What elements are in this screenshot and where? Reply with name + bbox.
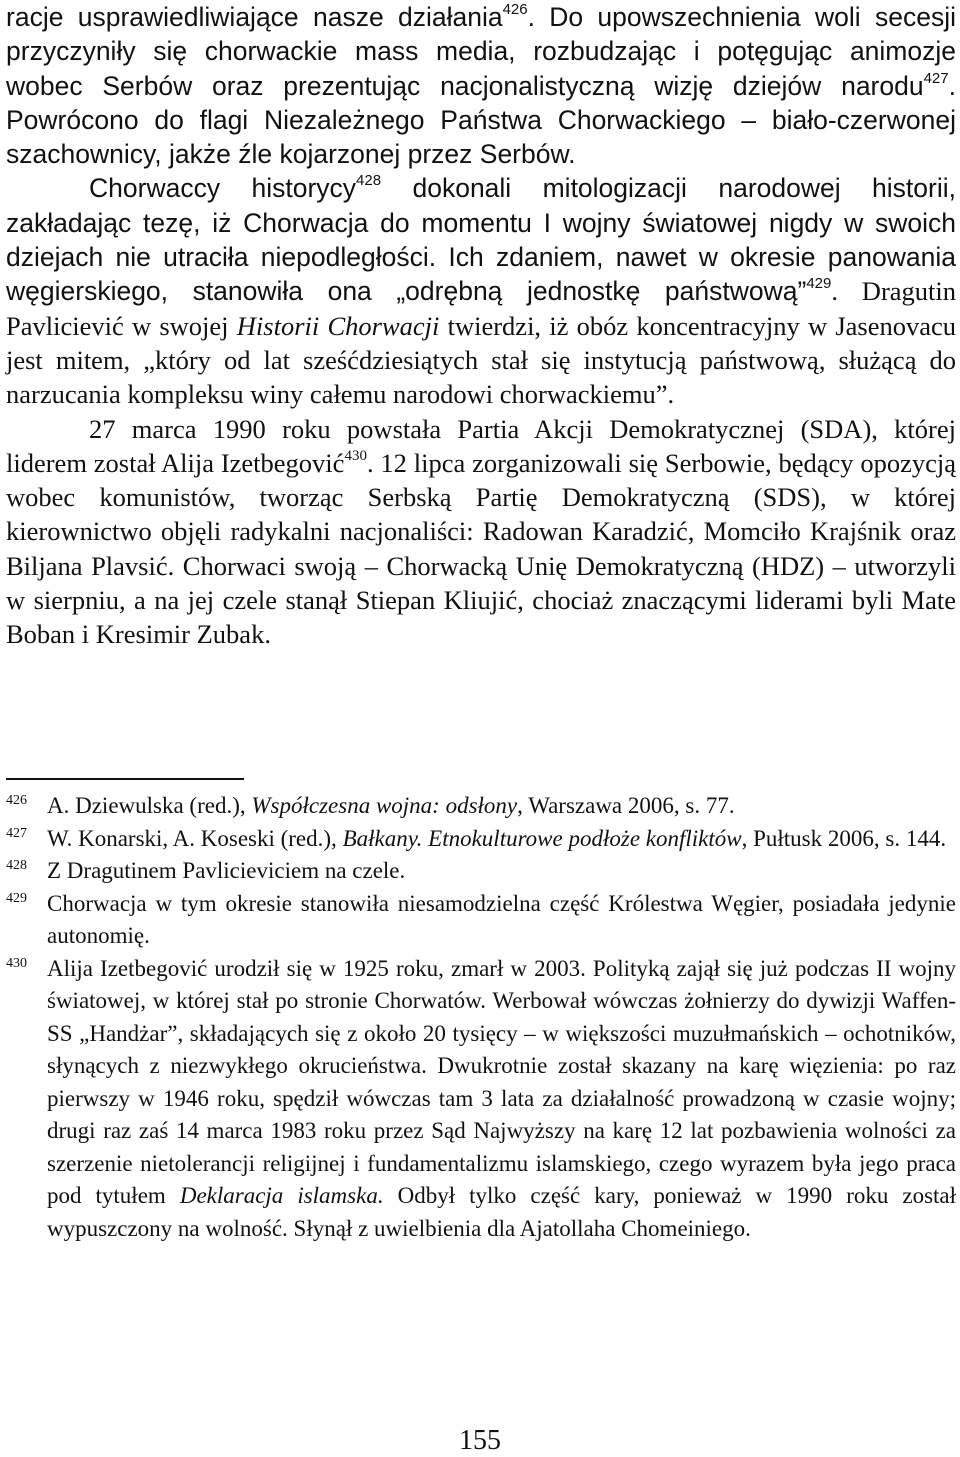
footnote-ref-427: 427 [923, 69, 949, 87]
footnote-number: 428 [6, 858, 27, 873]
page-number: 155 [459, 1425, 501, 1456]
footnote-number: 427 [6, 825, 27, 841]
footnote-number: 429 [6, 890, 27, 906]
footnote-number: 426 [6, 793, 27, 808]
footnote-text: Alija Izetbegović urodził się w 1925 roku, zmarł w 2003. Polityką zajął się już podczas II wojny światowej, w której stał po stronie Chorwatów. Werbował wówczas żołnierzy do dywizji Waffen-SS „Handżar”, składających się z około 20 tysięcy – w większości muzułmańskich – ochotników, słynących z niezwykłego okrucieństwa. Dwukrotnie został skazany na karę więzienia: po raz pierwszy w 1946 roku, spędził wówczas tam 3 lata za działalność prowadzoną w czasie wojny; drugi raz zaś 14 marca 1983 roku przez Sąd Najwyższy na karę 12 lat pozbawienia wolności za szerzenie nietolerancji religijnej i fundamentalizmu islamskiego, czego wyrazem była jego praca pod tytułem Deklaracja islamska. Odbył tylko część kary, ponieważ w 1990 roku został wypuszczony na wolność. Słynął z uwielbienia dla Ajatollaha Chomeiniego. [47, 955, 957, 1241]
footnote-ref-429: 429 [806, 275, 832, 293]
footnote-ref-426: 426 [502, 1, 528, 18]
footnote-430 [6, 953, 956, 1246]
footnote-426 [6, 790, 956, 823]
footnote-text: A. Dziewulska (red.), Współczesna wojna: odsłony, Warszawa 2006, s. 77. [47, 793, 735, 818]
footnote-428 [6, 855, 956, 888]
footnote-ref-430: 430 [344, 447, 367, 464]
footnotes [6, 790, 956, 1245]
book-title: Historii Chorwacji [236, 310, 440, 341]
paragraph-2: 27 marca 1990 roku powstała Partia Akcji Demokratycznej (SDA), której liderem został Alija Izetbegović$^{430}$. 12 lipca zorganizowali się Serbowie, będący opozycją wobec komunistów, tworząc Serbską Partię Demokratyczną (SDS), w której kierownictwo objęli radykalni nacjonaliści: Radowan Karadzić, Momciło Krajśnik oraz Biljana Plavsić. Chorwaci swoją – Chorwacką Unię Demokratyczną (HDZ) – utworzyli w sierpniu, a na jej czele stanął Stiepan Kliujić, chociaż znaczącymi liderami byli Mate Boban i Kresimir Zubak. [6, 413, 956, 650]
footnote-separator [6, 778, 244, 780]
footnote-text: W. Konarski, A. Koseski (red.), Bałkany. Etnokulturowe podłoże konfliktów, Pułtusk 2006, s. 144. [47, 825, 947, 851]
main-text [6, 0, 956, 652]
footnote-text: Chorwacja w tym okresie stanowiła niesamodzielna część Królestwa Węgier, posiadała jedynie autonomię. [47, 890, 956, 948]
footnote-ref-428: 428 [356, 172, 382, 190]
footnote-text: Z Dragutinem Pavlicieviciem na czele. [47, 858, 406, 883]
paragraph-1: racje usprawiedliwiające nasze działania$^{426}$. Do upowszechnienia woli secesji przyczyniły się chorwackie mass media, rozbudzając i potęgując animozje wobec Serbów oraz prezentując nacjonalistyczną wizję dziejów narodu$^{427}$. Powrócono do flagi Niezależnego Państwa Chorwackiego – biało-czerwonej szachownicy, jakże źle kojarzonej przez Serbów. Chorwaccy historycy$^{428}$ dokonali mitologizacji narodowej historii, zakładając tezę, iż Chorwacja do momentu I wojny światowej nigdy w swoich dziejach nie utraciła niepodległości. Ich zdaniem, nawet w okresie panowania węgierskiego, stanowiła ona „odrębną jednostkę państwową”$^{429}$. Dragutin Pavliciević w swojej Historii Chorwacji twierdzi, iż obóz koncentracyjny w Jasenovacu jest mitem, „który od lat sześćdziesiątych stał się instytucją państwową, służącą do narzucania kompleksu winy całemu narodowi chorwackiemu”. [6, 1, 957, 410]
footnote-429 [6, 888, 956, 953]
footnote-427 [6, 823, 956, 856]
footnote-number: 430 [6, 955, 27, 971]
paragraph-1-text: racje usprawiedliwiające nasze działania$^{426}$. Do upowszechnienia woli secesji przyczyniły się chorwackie mass media, rozbudzając i potęgując animozje wobec Serbów oraz prezentując nacjonalistyczną wizję dziejów narodu$^{427}$. Powrócono do flagi Niezależnego Państwa Chorwackiego – biało-czerwonej szachownicy, jakże źle kojarzonej przez Serbów. Chorwaccy historycy$^{428}$ dokonali mitologizacji narodowej historii, zakładając tezę, iż Chorwacja do momentu I wojny światowej nigdy w swoich dziejach nie utraciła niepodległości. Ich zdaniem, nawet w okresie panowania węgierskiego, stanowiła ona „odrębną jednostkę państwową”$^{429}$ [6, 1, 956, 307]
